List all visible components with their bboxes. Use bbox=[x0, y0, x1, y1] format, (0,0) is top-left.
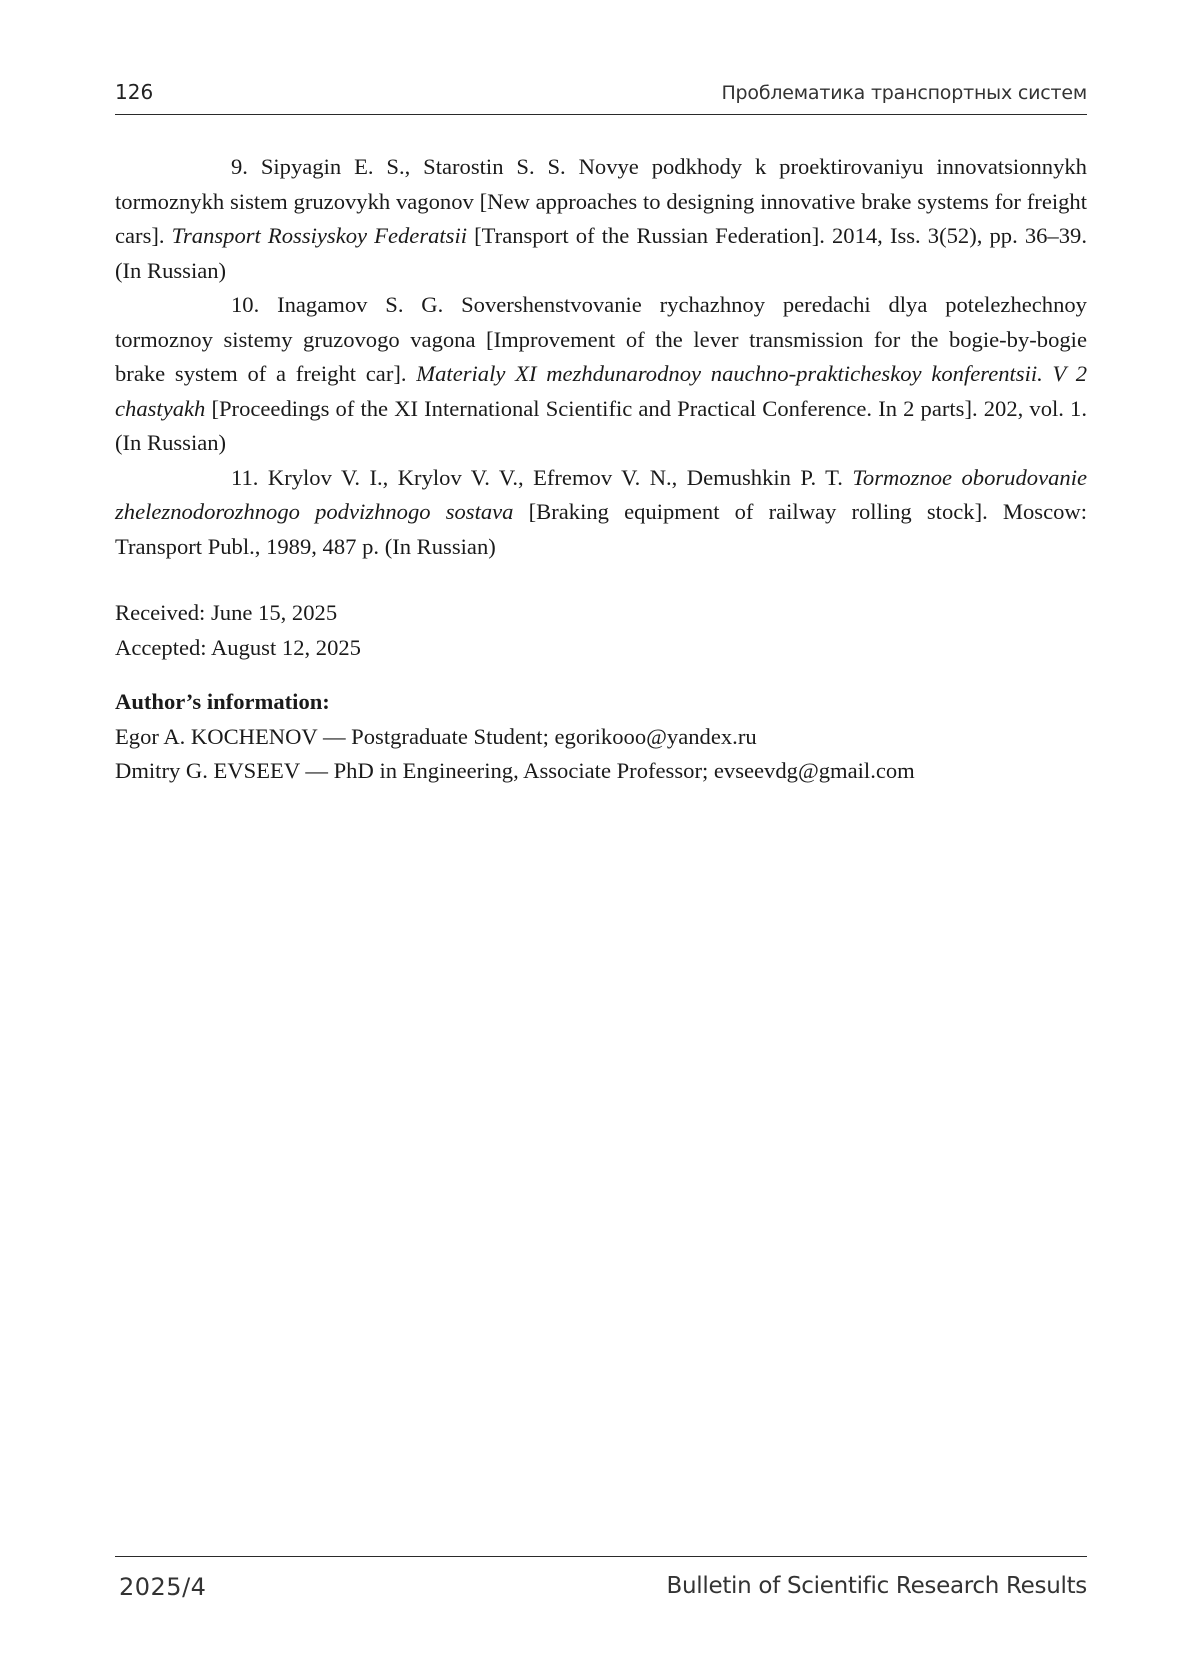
issue-number: 2025/4 bbox=[119, 1573, 207, 1601]
reference-text: Sipyagin E. S., Starostin S. S. Novye podkhody k proektirovaniyu innovatsionnykh tormoznykh sistem gruzovykh vagonov [New approaches to designing innovative brake systems for freight cars]. bbox=[115, 154, 1087, 248]
article-dates bbox=[115, 596, 1087, 665]
page-number: 126 bbox=[115, 80, 154, 104]
reference-number: 9. bbox=[231, 154, 248, 179]
reference-list bbox=[115, 150, 1087, 564]
page-content bbox=[115, 150, 1087, 789]
reference-number: 10. bbox=[231, 292, 260, 317]
author-entry: Egor A. KOCHENOV — Postgraduate Student; egorikooo@yandex.ru bbox=[115, 723, 757, 749]
author-info-heading: Author’s information: bbox=[115, 689, 330, 714]
page-header bbox=[115, 74, 1087, 115]
reference-source-title: Transport Rossiyskoy Federatsii bbox=[171, 223, 468, 248]
reference-item bbox=[115, 150, 1087, 288]
received-date: Received: June 15, 2025 bbox=[115, 600, 338, 625]
accepted-date: Accepted: August 12, 2025 bbox=[115, 634, 361, 660]
reference-source-title: Materialy XI mezhdunarodnoy nauchno-prakticheskoy konferentsii. V 2 chastyakh bbox=[115, 361, 1088, 421]
reference-item bbox=[115, 288, 1087, 461]
reference-text: Inagamov S. G. Sovershenstvovanie rychazhnoy peredachi dlya potelezhechnoy tormoznoy sistemy gruzovogo vagona [Improvement of the lever transmission for the bogie-by-bogie brake system of a freight car]. bbox=[115, 292, 1087, 386]
reference-text-tail: [Braking equipment of railway rolling stock]. Moscow: Transport Publ., 1989, 487 p. (In Russian) bbox=[115, 499, 1087, 559]
author-entry: Dmitry G. EVSEEV — PhD in Engineering, Associate Professor; evseevdg@gmail.com bbox=[115, 758, 915, 783]
reference-source-title: Tormoznoe oborudovanie zheleznodorozhnogo podvizhnogo sostava bbox=[115, 464, 1087, 524]
reference-number: 11. bbox=[231, 464, 259, 490]
reference-text: Krylov V. I., Krylov V. V., Efremov V. N., Demushkin P. T. bbox=[267, 464, 853, 490]
author-information bbox=[115, 685, 1087, 789]
reference-item bbox=[115, 461, 1087, 565]
page-footer bbox=[115, 1556, 1087, 1607]
journal-name: Bulletin of Scientific Research Results bbox=[666, 1573, 1087, 1599]
reference-text-tail: [Transport of the Russian Federation]. 2014, Iss. 3(52), pp. 36–39. (In Russian) bbox=[115, 223, 1087, 283]
running-title: Проблематика транспортных систем bbox=[721, 82, 1087, 104]
reference-text-tail: [Proceedings of the XI International Scientific and Practical Conference. In 2 parts]. 202, vol. 1. (In Russian) bbox=[115, 395, 1087, 455]
